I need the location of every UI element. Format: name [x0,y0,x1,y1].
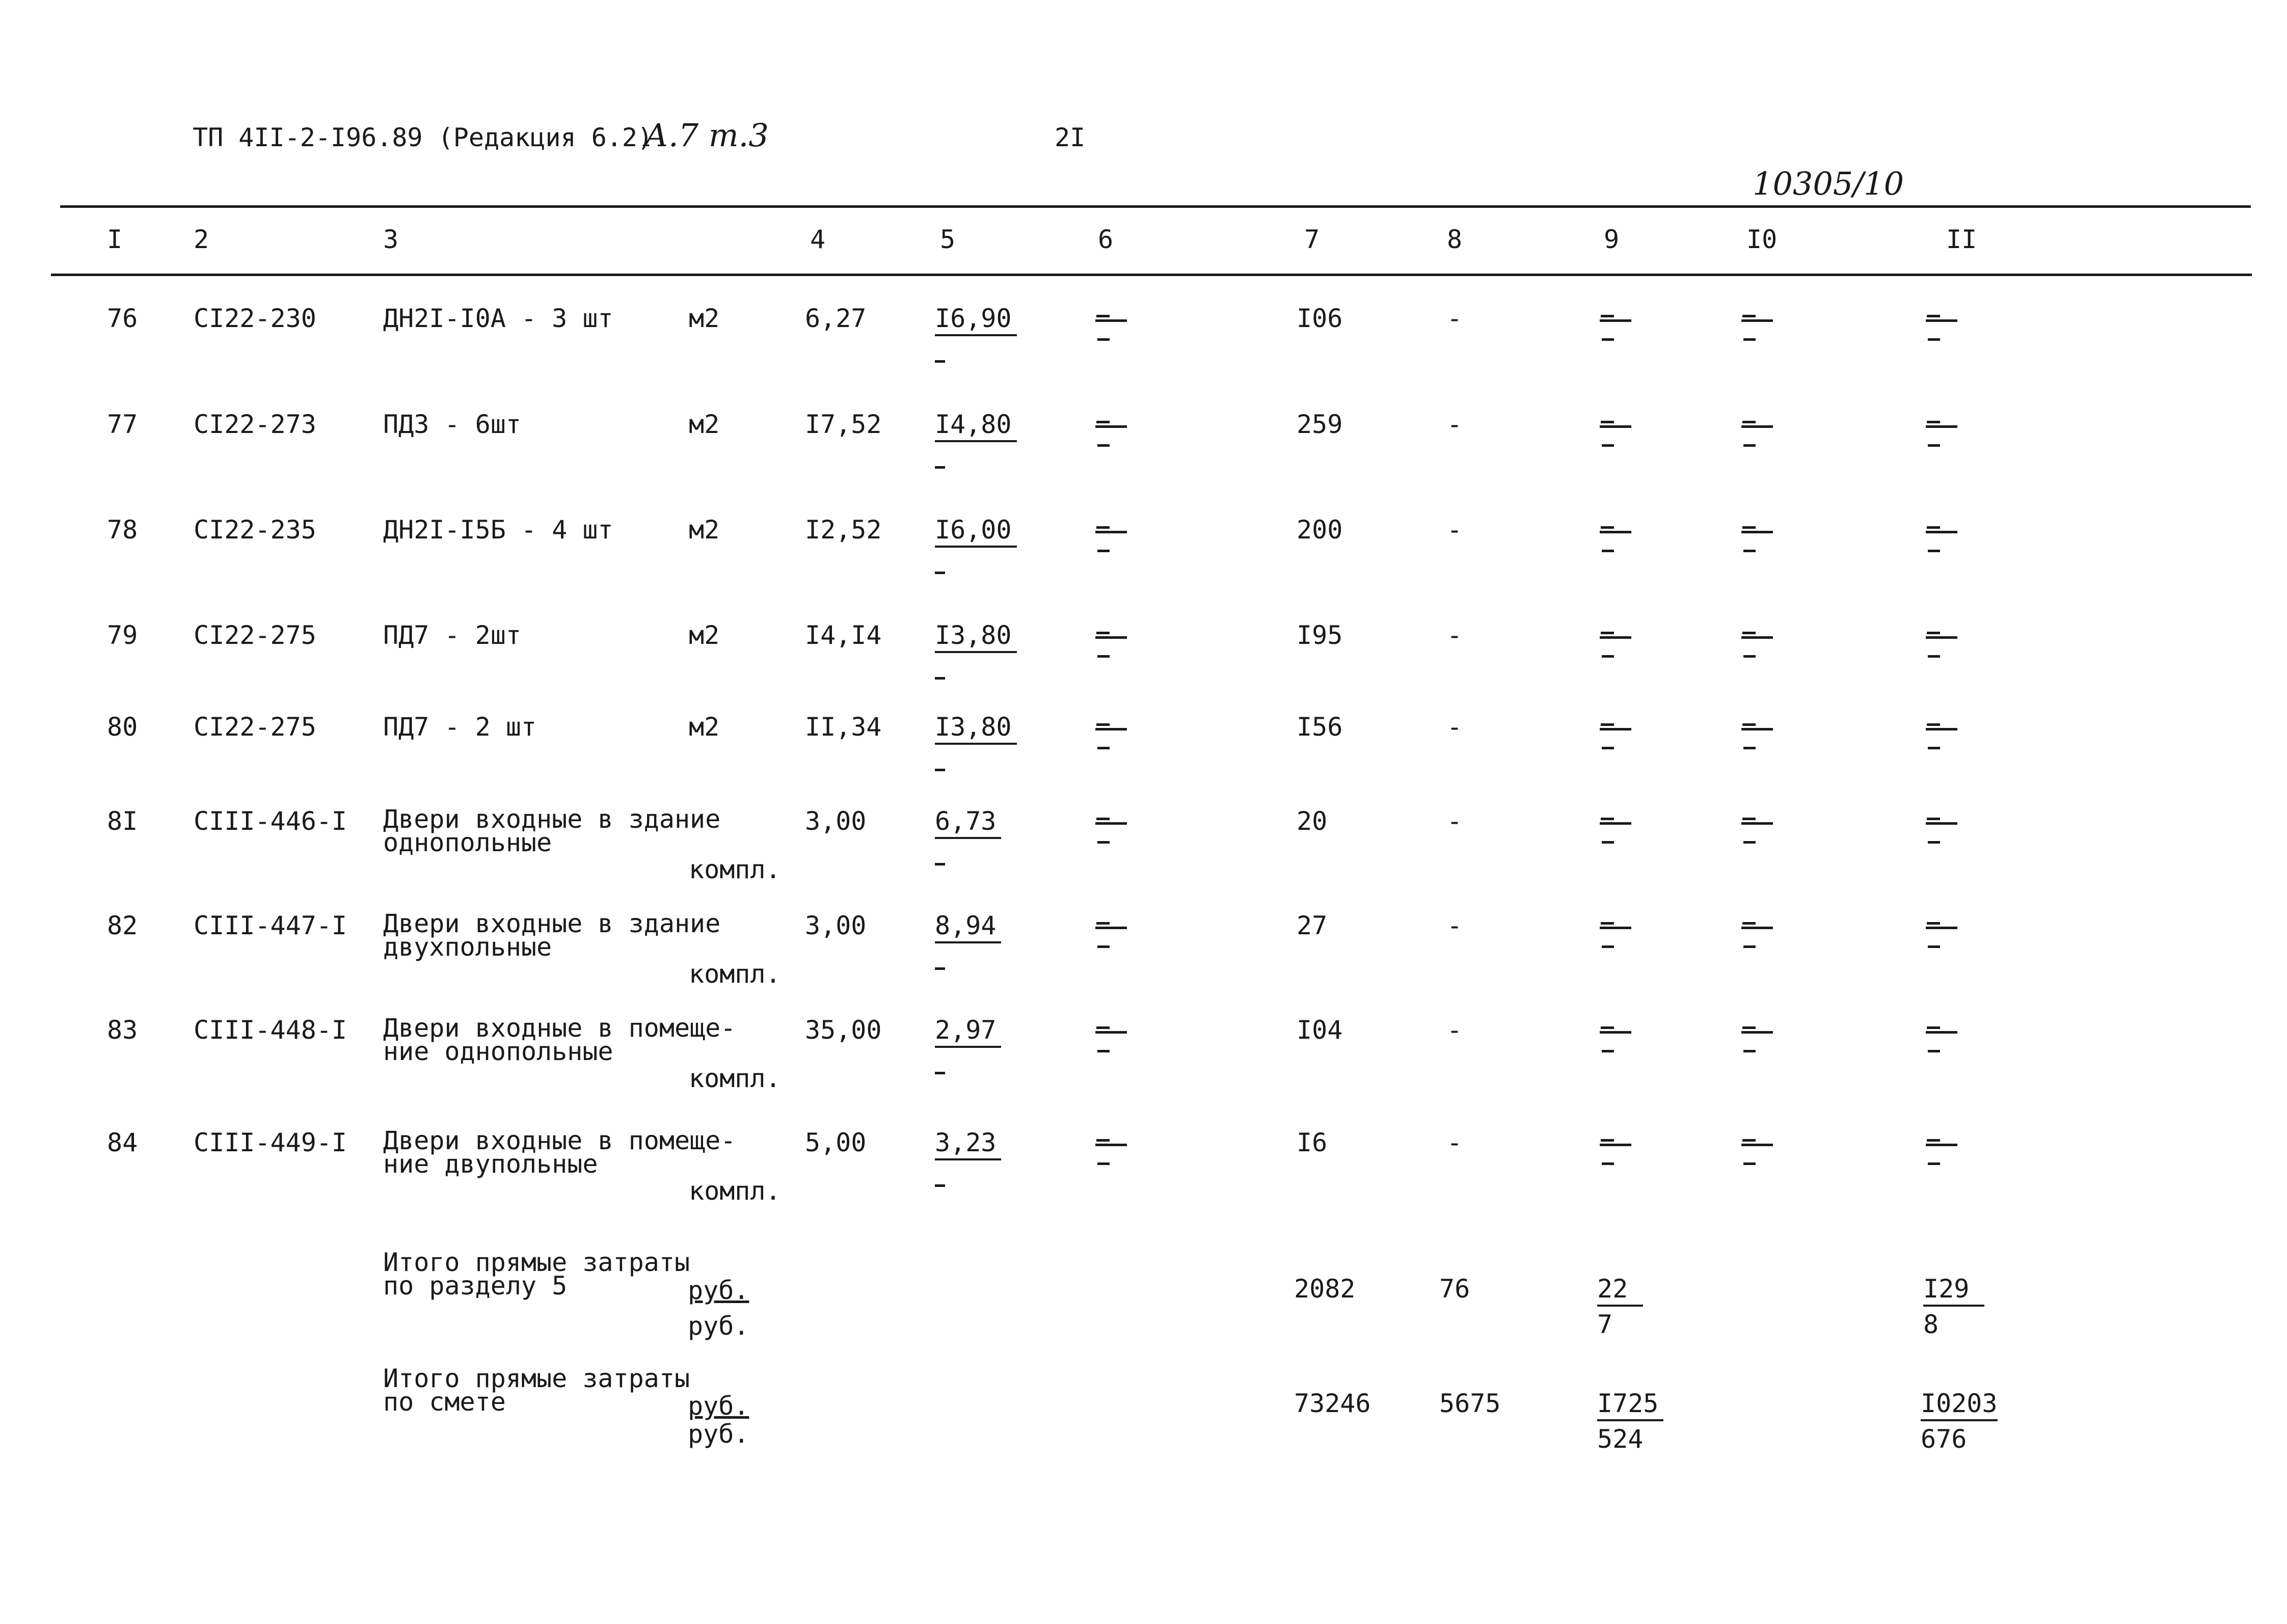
row-quantity: I2,52 [805,515,882,545]
row-col11-empty [1926,526,1961,552]
row-quantity: 3,00 [805,806,867,836]
row-number: 79 [107,620,138,650]
row-unit-price [935,306,1017,367]
total-col9-rub: 22 [1597,1276,1643,1307]
row-col6-empty [1095,1139,1131,1165]
row-unit: м2 [689,410,720,439]
row-number: 83 [107,1015,138,1045]
total-col11-second: 676 [1921,1424,1967,1454]
row-col6-empty [1095,526,1131,552]
row-unit-price [935,1017,1001,1078]
row-description: ДН2I-I0A - 3 шт [383,304,613,333]
row-quantity: 3,00 [805,911,867,940]
row-number: 77 [107,410,138,439]
table-header-bottom-rule [51,274,2252,276]
col-header-3: 3 [383,225,399,254]
row-col9-empty [1600,1139,1635,1165]
row-col9-empty [1600,723,1635,749]
total-col9 [1597,1276,1643,1337]
row-col10-empty [1741,818,1777,844]
row-col10-empty [1741,421,1777,447]
total-col7: 73246 [1294,1389,1371,1418]
total-col11 [1921,1391,1998,1452]
row-col8-dash: - [1447,410,1463,439]
total-col9 [1597,1391,1663,1452]
total-col11-rub: I0203 [1921,1391,1998,1421]
row-unit-price-second-dash [935,466,945,469]
row-unit-price-rub: 6,73 [935,808,1001,839]
row-col9-empty [1600,632,1635,658]
row-quantity: 35,00 [805,1015,882,1045]
col-header-4: 4 [810,225,826,254]
row-col11-empty [1926,922,1961,948]
row-code: CIII-449-I [194,1128,347,1157]
table-top-rule [60,205,2251,208]
row-col10-empty [1741,922,1777,948]
total-col7: 2082 [1294,1274,1356,1304]
col-header-1: I [107,225,123,254]
total-unit-1: руб. [688,1276,749,1305]
row-col9-empty [1600,315,1635,341]
row-col6-empty [1095,818,1131,844]
row-unit: м2 [689,304,720,333]
row-description [383,1013,736,1066]
row-number: 82 [107,911,138,940]
row-quantity: I7,52 [805,410,882,439]
row-col8-dash: - [1447,620,1463,650]
total-unit-2: руб. [688,1419,749,1449]
total-label [383,1364,690,1417]
row-unit: компл. [689,855,781,884]
row-col10-empty [1741,1026,1777,1052]
row-col9-empty [1600,922,1635,948]
row-quantity: I4,I4 [805,620,882,650]
row-col11-empty [1926,723,1961,749]
row-col10-empty [1741,723,1777,749]
row-description-line1: Двери входные в здание [383,909,721,938]
row-description-line2: двухпольные [383,932,552,962]
row-unit-price [935,412,1017,473]
total-col9-second: 524 [1597,1424,1644,1454]
row-col10-empty [1741,315,1777,341]
row-col8-dash: - [1447,304,1463,333]
row-col10-empty [1741,526,1777,552]
row-col11-empty [1926,315,1961,341]
row-unit-price-second-dash [935,863,945,865]
row-description [383,1126,736,1179]
row-col11-empty [1926,1139,1961,1165]
row-col8-dash: - [1447,515,1463,545]
row-col8-dash: - [1447,712,1463,742]
row-quantity: 5,00 [805,1128,867,1157]
row-description: ДН2I-I5Б - 4 шт [383,515,613,545]
row-number: 76 [107,304,138,333]
row-col6-empty [1095,922,1131,948]
row-unit-price-second-dash [935,1072,945,1074]
row-description-line2: однопольные [383,828,552,857]
row-description-line2: ние однопольные [383,1037,613,1066]
row-col7-value: I95 [1297,620,1343,650]
row-col8-dash: - [1447,806,1463,836]
row-description-line1: Двери входные в помеще- [383,1013,736,1043]
row-number: 8I [107,806,138,836]
row-code: CI22-230 [194,304,316,333]
row-code: CI22-275 [194,620,316,650]
row-number: 84 [107,1128,138,1157]
total-unit-1: руб. [688,1391,749,1421]
row-unit-price [935,1130,1001,1191]
row-code: CIII-448-I [194,1015,347,1045]
row-unit: компл. [689,1064,781,1093]
row-col9-empty [1600,818,1635,844]
row-description [383,804,721,857]
row-unit: компл. [689,959,781,989]
row-unit-price [935,622,1017,684]
row-description: ПД7 - 2 шт [383,712,537,742]
total-label-line2: по смете [383,1387,506,1417]
row-col8-dash: - [1447,1015,1463,1045]
row-unit-price [935,808,1001,870]
document-reference: ТП 4II-2-I96.89 (Редакция 6.2) [193,123,653,152]
row-unit: м2 [689,712,720,742]
total-label [383,1248,690,1301]
row-unit-price-rub: I6,90 [935,306,1017,336]
row-col9-empty [1600,526,1635,552]
row-col10-empty [1741,1139,1777,1165]
row-unit-price-rub: I3,80 [935,714,1017,745]
row-col7-value: 259 [1297,410,1343,439]
row-unit-price-rub: I6,00 [935,517,1017,548]
row-col7-value: I6 [1297,1128,1328,1157]
total-col11-second: 8 [1923,1310,1939,1339]
total-label-line2: по разделу 5 [383,1271,568,1301]
col-header-5: 5 [940,225,956,254]
row-unit-price-second-dash [935,572,945,574]
row-col8-dash: - [1447,1128,1463,1157]
total-label-line1: Итого прямые затраты [383,1364,690,1393]
handwritten-volume-ref: А.7 т.3 [644,117,769,154]
row-unit-price-second-dash [935,677,945,680]
row-col11-empty [1926,818,1961,844]
row-col11-empty [1926,1026,1961,1052]
row-unit-price-rub: 8,94 [935,913,1001,943]
row-col9-empty [1600,421,1635,447]
row-col7-value: I56 [1297,712,1343,742]
row-code: CI22-235 [194,515,316,545]
row-col10-empty [1741,632,1777,658]
row-description-line2: ние двупольные [383,1149,598,1179]
row-col6-empty [1095,315,1131,341]
row-unit-price-second-dash [935,1184,945,1187]
row-col7-value: 20 [1297,806,1328,836]
row-col11-empty [1926,632,1961,658]
row-unit-price-second-dash [935,360,945,363]
row-description [383,909,721,962]
total-col8: 5675 [1439,1389,1501,1418]
total-col8: 76 [1439,1274,1470,1304]
row-col7-value: I06 [1297,304,1343,333]
col-header-7: 7 [1304,225,1320,254]
row-col9-empty [1600,1026,1635,1052]
row-quantity: II,34 [805,712,882,742]
row-quantity: 6,27 [805,304,867,333]
row-col7-value: 200 [1297,515,1343,545]
col-header-8: 8 [1447,225,1463,254]
col-header-2: 2 [194,225,209,254]
page-number: 2I [1055,123,1086,152]
col-header-9: 9 [1604,225,1620,254]
row-unit-price [935,517,1017,578]
row-code: CI22-273 [194,410,316,439]
col-header-6: 6 [1098,225,1114,254]
row-unit: компл. [689,1176,781,1206]
row-col8-dash: - [1447,911,1463,940]
row-col6-empty [1095,632,1131,658]
row-col11-empty [1926,421,1961,447]
row-description: ПД7 - 2шт [383,620,521,650]
row-unit-price-second-dash [935,769,945,771]
row-code: CIII-446-I [194,806,347,836]
row-number: 78 [107,515,138,545]
row-col7-value: I04 [1297,1015,1343,1045]
handwritten-project-code: 10305/10 [1753,165,1904,202]
total-col11-rub: I29 [1923,1276,1984,1307]
row-unit-price-rub: 2,97 [935,1017,1001,1048]
row-unit-price-second-dash [935,967,945,970]
total-label-line1: Итого прямые затраты [383,1248,690,1277]
total-col11 [1923,1276,1984,1337]
row-description-line1: Двери входные в здание [383,804,721,834]
row-col7-value: 27 [1297,911,1328,940]
row-col6-empty [1095,1026,1131,1052]
row-code: CIII-447-I [194,911,347,940]
row-col6-empty [1095,723,1131,749]
total-col9-rub: I725 [1597,1391,1663,1421]
total-col9-second: 7 [1597,1310,1613,1339]
col-header-11: II [1946,225,1977,254]
row-unit-price-rub: 3,23 [935,1130,1001,1160]
row-code: CI22-275 [194,712,316,742]
col-header-10: I0 [1746,225,1778,254]
row-description-line1: Двери входные в помеще- [383,1126,736,1155]
row-number: 80 [107,712,138,742]
row-unit-price-rub: I4,80 [935,412,1017,442]
row-unit: м2 [689,620,720,650]
row-unit-price [935,913,1001,974]
row-unit: м2 [689,515,720,545]
row-description: ПД3 - 6шт [383,410,521,439]
row-unit-price-rub: I3,80 [935,622,1017,653]
total-unit-2: руб. [688,1311,749,1341]
row-col6-empty [1095,421,1131,447]
row-unit-price [935,714,1017,775]
